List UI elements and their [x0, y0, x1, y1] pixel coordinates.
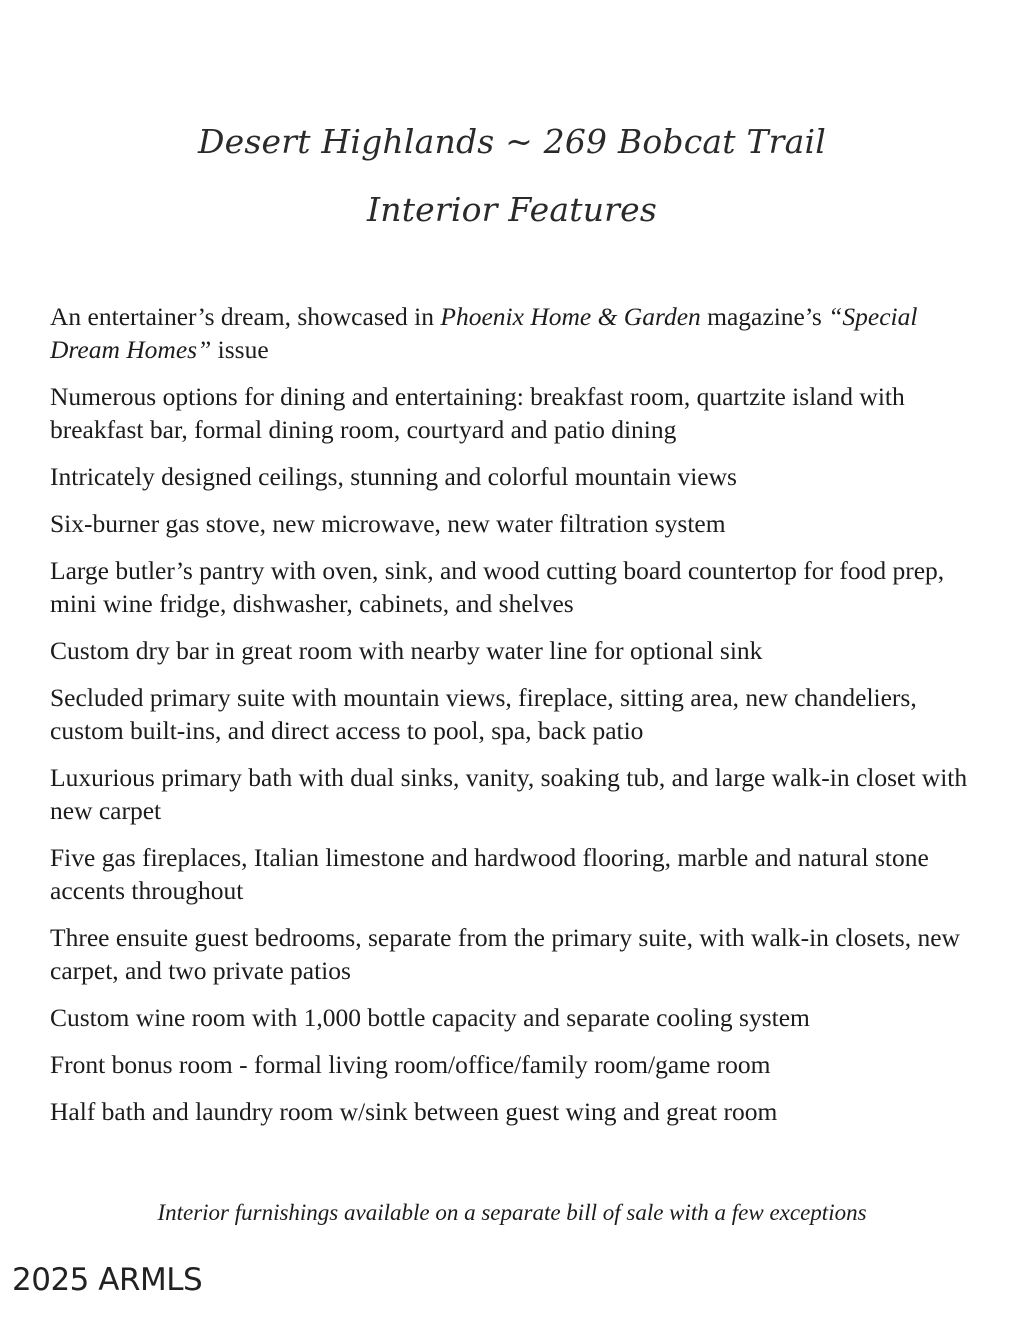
copyright-watermark: 2025 ARMLS: [12, 1262, 203, 1298]
feature-item-10: Three ensuite guest bedrooms, separate from the primary suite, with walk-in closets, new carpet, and two private patios: [50, 923, 960, 985]
feature-item-6: Custom dry bar in great room with nearby water line for optional sink: [50, 636, 763, 665]
page-subtitle: Interior Features: [367, 190, 657, 229]
feature-item-9: Five gas fireplaces, Italian limestone and hardwood flooring, marble and natural stone accents throughout: [50, 843, 929, 905]
page-title: Desert Highlands ~ 269 Bobcat Trail: [197, 122, 827, 161]
feature-item-1: [50, 300, 985, 366]
feature-item-7: Secluded primary suite with mountain views, fireplace, sitting area, new chandeliers, custom built-ins, and direct access to pool, spa, back patio: [50, 683, 917, 745]
issue-name: “Special Dream Homes”: [50, 302, 918, 364]
feature-item-2: Numerous options for dining and entertaining: breakfast room, quartzite island with breakfast bar, formal dining room, courtyard and patio dining: [50, 382, 905, 444]
feature-item-4: Six-burner gas stove, new microwave, new water filtration system: [50, 509, 726, 538]
furnishings-note: Interior furnishings available on a separate bill of sale with a few exceptions: [157, 1200, 867, 1225]
feature-1-text-middle: magazine’s: [700, 302, 829, 331]
feature-1-text-after: issue: [211, 335, 269, 364]
feature-list: [50, 300, 985, 1142]
feature-item-5: Large butler’s pantry with oven, sink, and wood cutting board countertop for food prep, mini wine fridge, dishwasher, cabinets, and shelves: [50, 556, 945, 618]
feature-item-13: Half bath and laundry room w/sink between guest wing and great room: [50, 1097, 778, 1126]
magazine-name: Phoenix Home & Garden: [440, 302, 701, 331]
feature-item-12: Front bonus room - formal living room/office/family room/game room: [50, 1050, 771, 1079]
feature-item-8: Luxurious primary bath with dual sinks, vanity, soaking tub, and large walk-in closet with new carpet: [50, 763, 968, 825]
feature-item-11: Custom wine room with 1,000 bottle capacity and separate cooling system: [50, 1003, 810, 1032]
feature-item-3: Intricately designed ceilings, stunning and colorful mountain views: [50, 462, 737, 491]
feature-1-text-before: An entertainer’s dream, showcased in: [50, 302, 441, 331]
